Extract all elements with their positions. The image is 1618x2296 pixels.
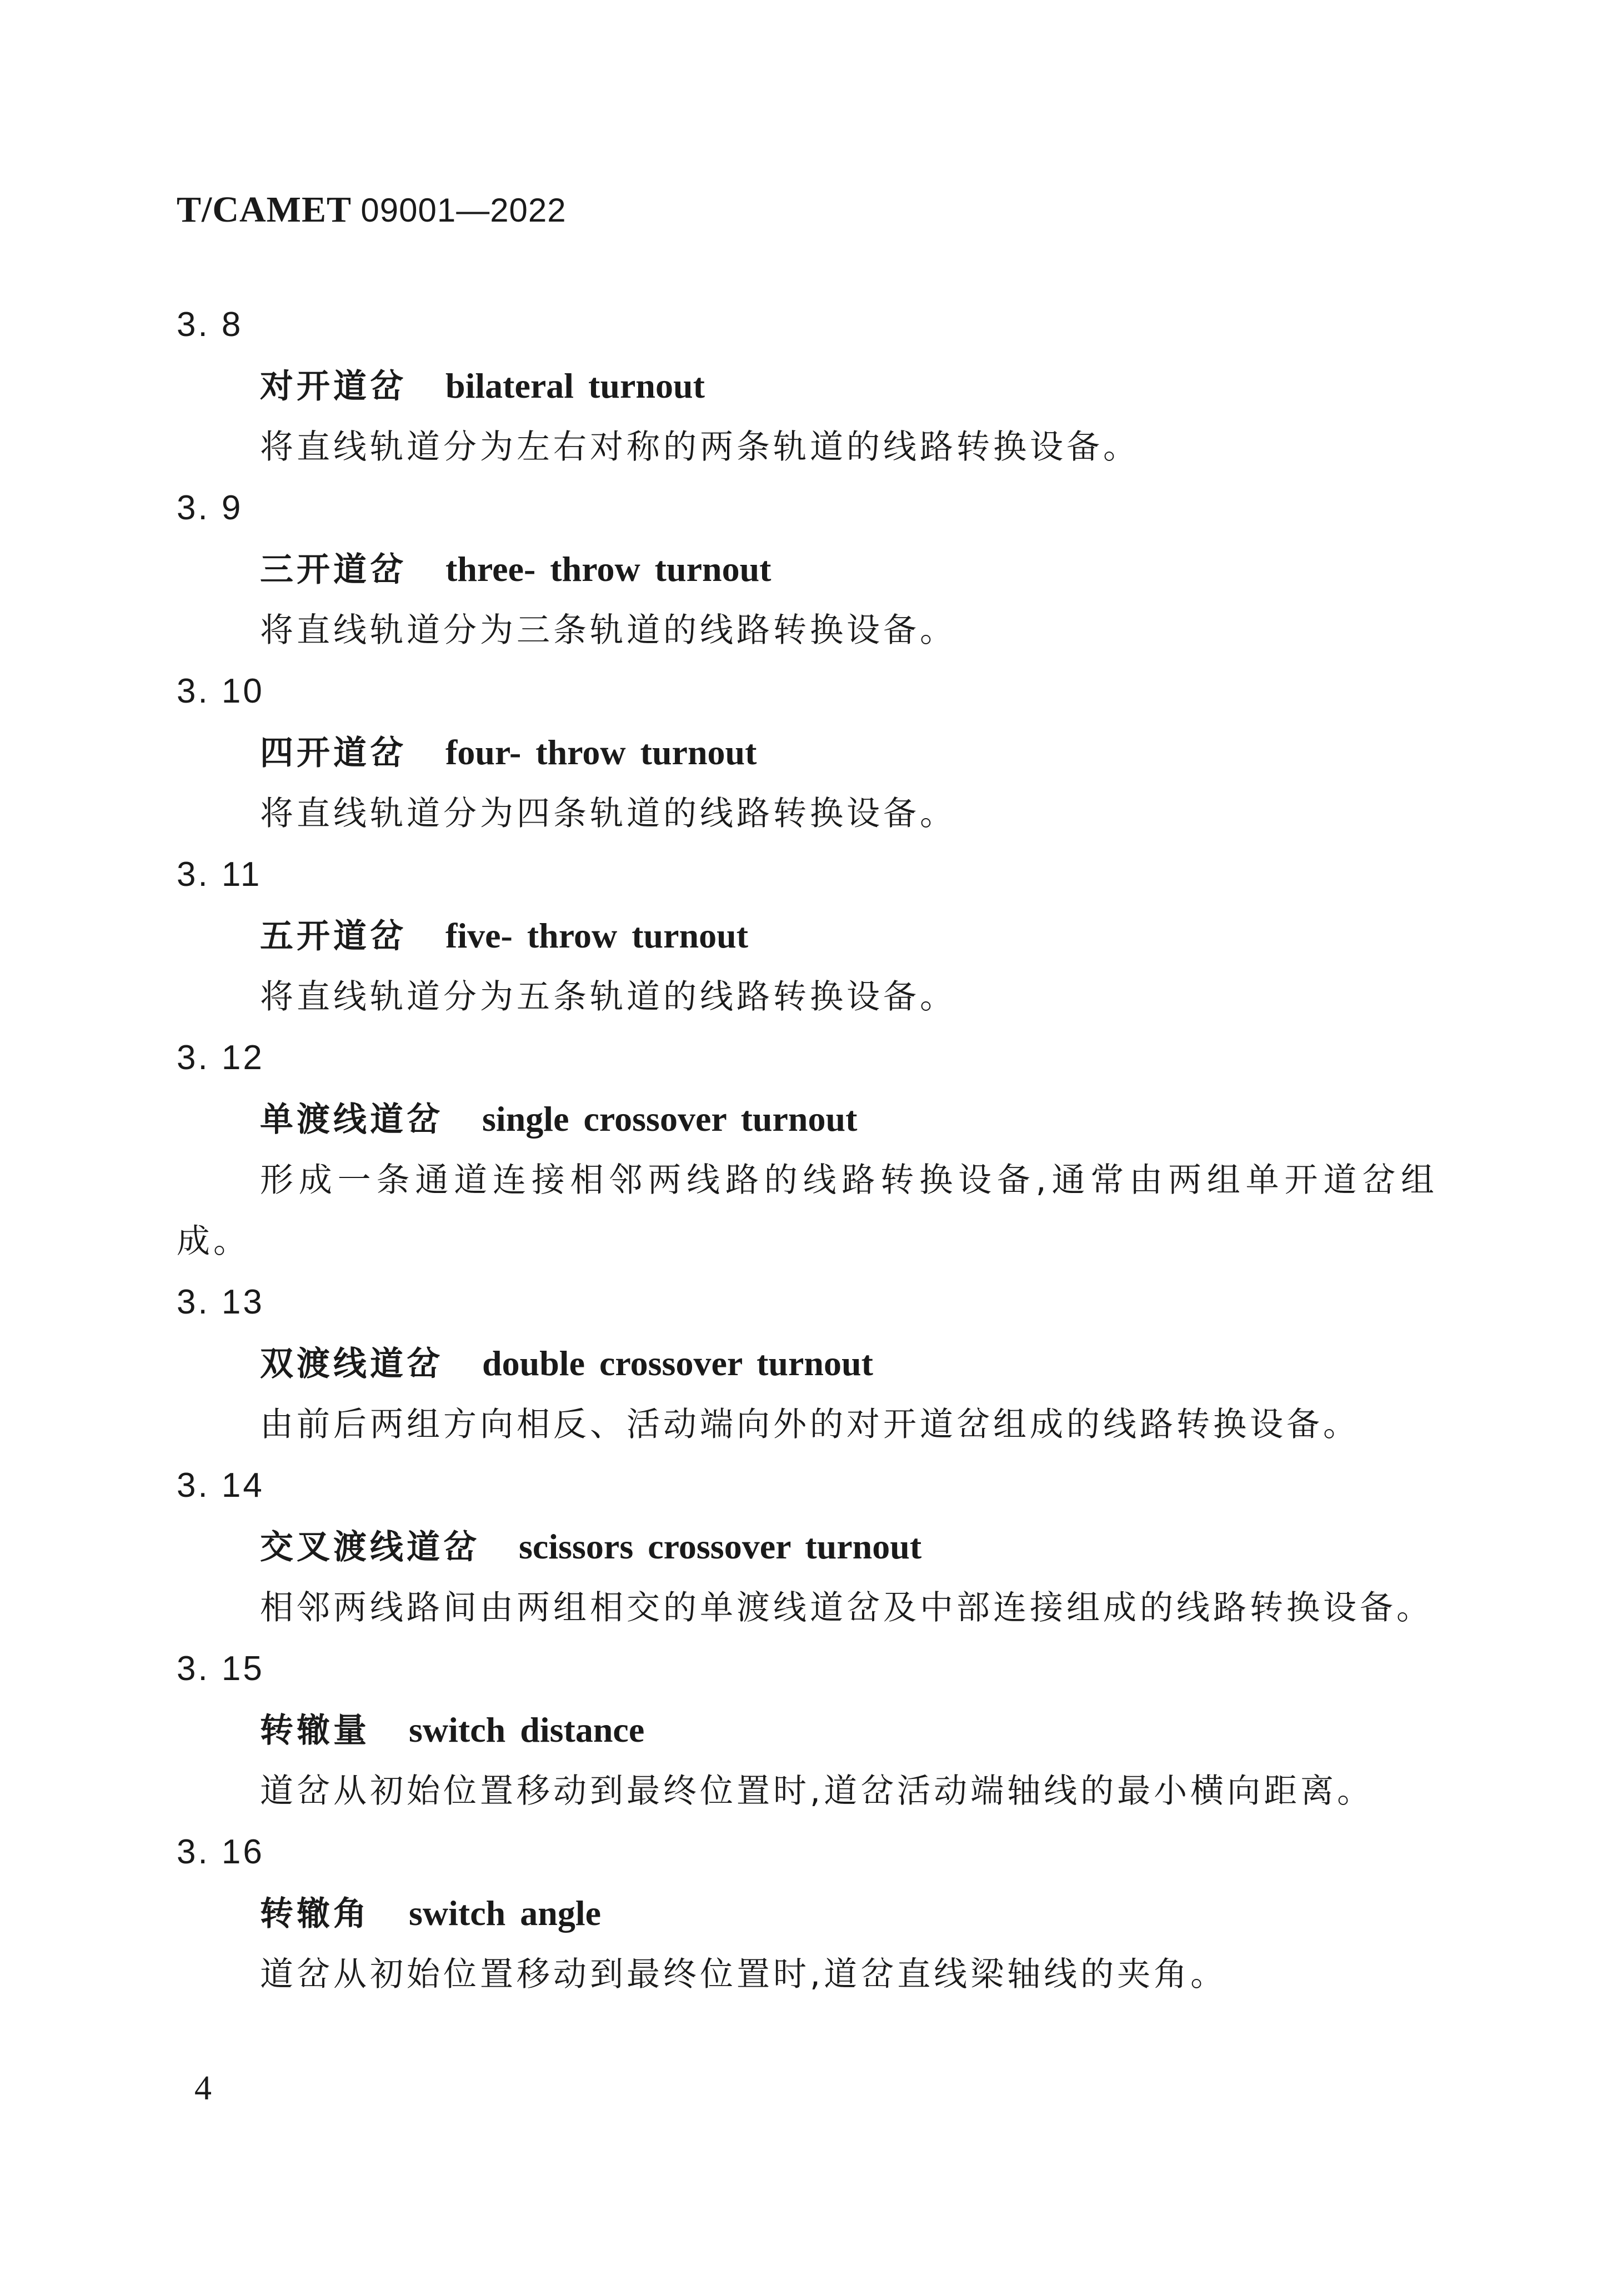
term-line (177, 539, 1437, 600)
term-chinese: 交叉渡线道岔 (260, 1528, 480, 1567)
term-definition: 相邻两线路间由两组相交的单渡线道岔及中部连接组成的线路转换设备。 (260, 1588, 1433, 1627)
term-english: three- throw turnout (445, 549, 772, 589)
term-line (177, 905, 1437, 966)
term-chinese: 三开道岔 (260, 550, 407, 589)
entry-number: 3. 14 (177, 1466, 264, 1505)
term-english: bilateral turnout (445, 366, 705, 405)
term-entry (177, 1272, 1437, 1455)
term-chinese: 对开道岔 (260, 367, 407, 406)
term-definition: 形成一条通道连接相邻两线路的线路转换设备,通常由两组单开道岔组成。 (177, 1161, 1437, 1261)
term-chinese: 双渡线道岔 (260, 1345, 443, 1383)
entry-number: 3. 13 (177, 1283, 264, 1321)
term-entry (177, 1638, 1437, 1822)
term-definition: 道岔从初始位置移动到最终位置时,道岔直线梁轴线的夹角。 (260, 1955, 1228, 1994)
term-chinese: 单渡线道岔 (260, 1100, 443, 1139)
page-number: 4 (194, 2069, 212, 2107)
term-line (177, 722, 1437, 783)
entry-number: 3. 11 (177, 855, 262, 894)
standard-prefix: T/CAMET (177, 189, 351, 230)
terms-list (177, 294, 1437, 2005)
term-entry (177, 1455, 1437, 1638)
term-definition: 将直线轨道分为四条轨道的线路转换设备。 (260, 794, 956, 833)
term-definition: 道岔从初始位置移动到最终位置时,道岔活动端轴线的最小横向距离。 (260, 1772, 1374, 1811)
term-entry (177, 478, 1437, 661)
term-chinese: 五开道岔 (260, 917, 407, 956)
term-definition: 由前后两组方向相反、活动端向外的对开道岔组成的线路转换设备。 (260, 1405, 1360, 1444)
term-line (177, 1333, 1437, 1394)
term-entry (177, 294, 1437, 478)
standard-header (177, 189, 567, 231)
term-chinese: 转辙量 (260, 1711, 370, 1750)
term-english: four- throw turnout (445, 733, 757, 772)
term-line (177, 1883, 1437, 1944)
term-english: double crossover turnout (482, 1343, 873, 1383)
term-line (177, 1700, 1437, 1761)
term-definition: 将直线轨道分为左右对称的两条轨道的线路转换设备。 (260, 428, 1140, 467)
term-line (177, 355, 1437, 417)
entry-number: 3. 12 (177, 1039, 264, 1077)
term-entry (177, 661, 1437, 844)
term-entry (177, 1027, 1437, 1272)
term-entry (177, 844, 1437, 1027)
term-chinese: 四开道岔 (260, 734, 407, 773)
standard-number: 09001—2022 (360, 192, 567, 229)
entry-number: 3. 8 (177, 305, 243, 344)
term-line (177, 1089, 1437, 1150)
term-english: scissors crossover turnout (519, 1527, 922, 1566)
term-definition: 将直线轨道分为五条轨道的线路转换设备。 (260, 977, 956, 1016)
term-chinese: 转辙角 (260, 1894, 370, 1933)
term-english: five- throw turnout (445, 916, 748, 955)
entry-number: 3. 10 (177, 672, 264, 710)
term-english: single crossover turnout (482, 1099, 858, 1139)
entry-number: 3. 15 (177, 1650, 264, 1688)
term-english: switch angle (409, 1893, 601, 1933)
entry-number: 3. 9 (177, 489, 243, 527)
entry-number: 3. 16 (177, 1833, 264, 1871)
term-line (177, 1516, 1437, 1577)
term-english: switch distance (409, 1710, 645, 1749)
term-definition: 将直线轨道分为三条轨道的线路转换设备。 (260, 611, 956, 650)
term-entry (177, 1822, 1437, 2005)
